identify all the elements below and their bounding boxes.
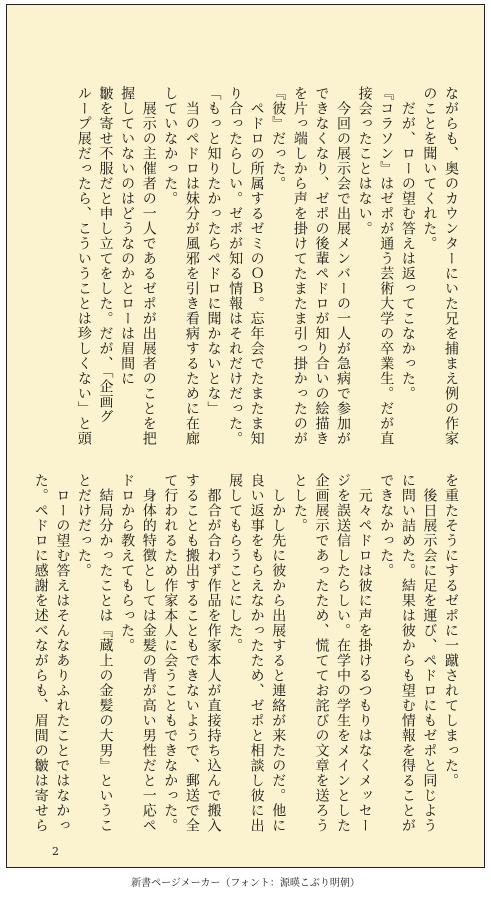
text-line: 『コラソン』はゼポが通う芸術大学の卒業生。だが直	[378, 86, 395, 446]
text-line: 握していないのはどうなのかとローは眉間に	[119, 86, 136, 386]
text-line: 『彼』だった。	[270, 86, 287, 191]
text-line: 「もっと知りたかったらペドロに聞かないとな」	[205, 86, 222, 416]
text-line: とした。	[291, 473, 308, 533]
text-line: ローの望む答えはそんなありふれたことではなかっ	[54, 473, 71, 833]
text-line: 結局分かったことは『蔵上の金髪の大男』というこ	[97, 473, 114, 833]
text-line: のことを聞いてくれた。	[421, 86, 438, 251]
text-line: 当のペドロは妹分が風邪を引き看病するために在廊	[183, 86, 200, 446]
text-line: を重たそうにするゼポに一蹴されてしまった。	[443, 473, 459, 788]
upper-text-block	[50, 86, 461, 446]
book-page	[6, 4, 485, 868]
text-line: 展示の主催者の一人であるゼポが出展者のことを把	[140, 86, 157, 446]
text-line: 今回の展示会で出展メンバーの一人が急病で参加が	[335, 86, 352, 446]
text-line: ループ展だったら、こういうことは珍しくない」と頭	[75, 86, 92, 446]
text-line: 皺を寄せ不服だと申し立てをした。だが、「企画グ	[97, 86, 114, 424]
text-line: 展してもらうことにした。	[227, 473, 244, 653]
text-line: ペドロの所属するゼミのＯＢ。忘年会でたまたま知	[248, 86, 265, 446]
page-number: 2	[52, 845, 59, 858]
text-line: て行われるため作家本人に会うこともできなかった。	[162, 473, 179, 833]
text-line: 身体的特徴としては金髪の背が高い男性だと一応ペ	[140, 473, 157, 833]
text-line: り合ったらしい。ゼポが知る情報はそれだけだった。	[227, 86, 244, 446]
text-line: ドロから教えてもらった。	[119, 473, 136, 653]
text-line: ながらも、奥のカウンターにいた兄を捕まえ例の作家	[443, 86, 459, 446]
text-line: できなくなり、ゼポの後輩ペドロが知り合いの絵描き	[313, 86, 330, 446]
text-line: 元々ペドロは彼に声を掛けるつもりはなくメッセー	[356, 473, 373, 833]
text-line: 都合が合わず作品を作家本人が直接持ち込んで搬入	[205, 473, 222, 833]
text-line: を片っ端しから声を掛けてたまたま引っ掛かったのが	[291, 86, 308, 446]
text-line: 企画展示であったため、慌ててお詫びの文章を送ろう	[313, 473, 330, 833]
text-line: 後日展示会に足を運び、ペドロにもゼポと同じよう	[421, 473, 438, 833]
text-line: 接会ったことはない。	[356, 86, 373, 236]
text-line: た。ペドロに感謝を述べながらも、眉間の皺は寄せら	[32, 473, 49, 833]
text-line: しかし先に彼から出展すると連絡が来たのだ。他に	[270, 473, 287, 833]
text-line: することも搬出することもできないようで、郵送で全	[183, 473, 200, 833]
text-line: 良い返事をもらえなかったため、ゼポと相談し彼に出	[248, 473, 265, 833]
text-line: に問い詰めた。結果は彼からも望む情報を得ることが	[399, 473, 416, 833]
text-line: だが、ローの望む答えは返ってこなかった。	[399, 86, 416, 401]
generator-caption: 新書ページメーカー（フォント：源暎こぶり明朝）	[131, 878, 360, 889]
text-line: ジを誤送信したらしい。在学中の学生をメインとした	[335, 473, 352, 833]
text-line: できなかった。	[378, 473, 395, 578]
lower-text-block	[32, 473, 461, 833]
text-line: とだけだった。	[75, 473, 92, 578]
text-line: していなかった。	[162, 86, 179, 206]
